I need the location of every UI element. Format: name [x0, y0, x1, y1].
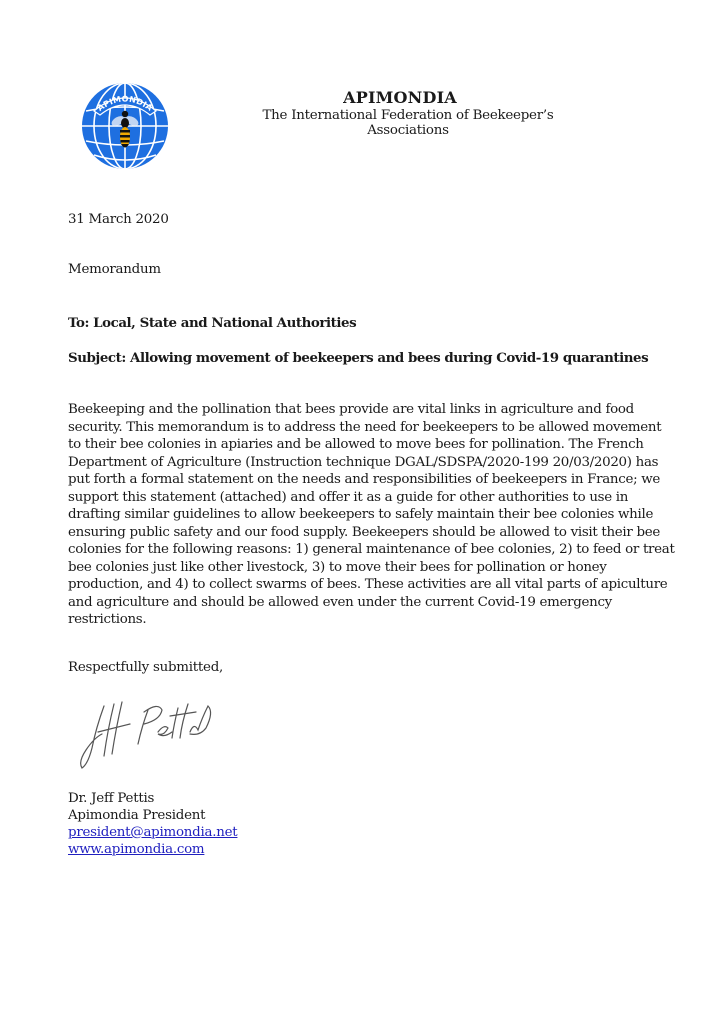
- organization-title: APIMONDIA: [343, 88, 457, 107]
- svg-text:APIMONDIA: APIMONDIA: [95, 94, 155, 113]
- memo-recipient: To: Local, State and National Authorities: [68, 315, 357, 331]
- website-link[interactable]: www.apimondia.com: [68, 842, 205, 857]
- body-line: drafting similar guidelines to allow beekeepers to safely maintain their bee colonies while: [68, 507, 654, 522]
- body-line: bee colonies just like other livestock, 3) to move their bees for pollination or honey: [68, 559, 607, 575]
- signer-name: Dr. Jeff Pettis: [68, 791, 155, 806]
- signer-title: Apimondia President: [68, 808, 206, 823]
- signature-block: [68, 790, 237, 858]
- body-line: colonies for the following reasons: 1) general maintenance of bee colonies, 2) to feed or treat: [68, 542, 675, 557]
- closing: Respectfully submitted,: [68, 660, 224, 675]
- memo-subject: Subject: Allowing movement of beekeepers and bees during Covid-19 quarantines: [68, 350, 649, 366]
- body-line: ensuring public safety and our food supply. Beekeepers should be allowed to visit their bee: [68, 524, 660, 540]
- body-line: put forth a formal statement on the needs and responsibilities of beekeepers in France; we: [68, 472, 661, 487]
- body-line: support this statement (attached) and offer it as a guide for other authorities to use in: [68, 489, 629, 505]
- body-line: to their bee colonies in apiaries and be allowed to move bees for pollination. The French: [68, 437, 644, 452]
- signature-icon: [78, 698, 218, 770]
- memo-body: [68, 401, 675, 629]
- body-line: Beekeeping and the pollination that bees provide are vital links in agriculture and food: [68, 402, 634, 417]
- memo-type: Memorandum: [68, 262, 161, 277]
- organization-subtitle: The International Federation of Beekeeper’s Associations: [262, 108, 554, 138]
- memo-date: 31 March 2020: [68, 212, 169, 227]
- body-line: production, and 4) to collect swarms of bees. These activities are all vital parts of apiculture: [68, 577, 668, 592]
- body-line: restrictions.: [68, 612, 147, 627]
- body-line: and agriculture and should be allowed even under the current Covid-19 emergency: [68, 594, 612, 610]
- email-link[interactable]: president@apimondia.net: [68, 825, 238, 840]
- body-line: Department of Agriculture (Instruction technique DGAL/SDSPA/2020-199 20/03/2020) has: [68, 454, 659, 470]
- apimondia-logo-icon: [80, 81, 170, 171]
- body-line: security. This memorandum is to address the need for beekeepers to be allowed movement: [68, 419, 662, 435]
